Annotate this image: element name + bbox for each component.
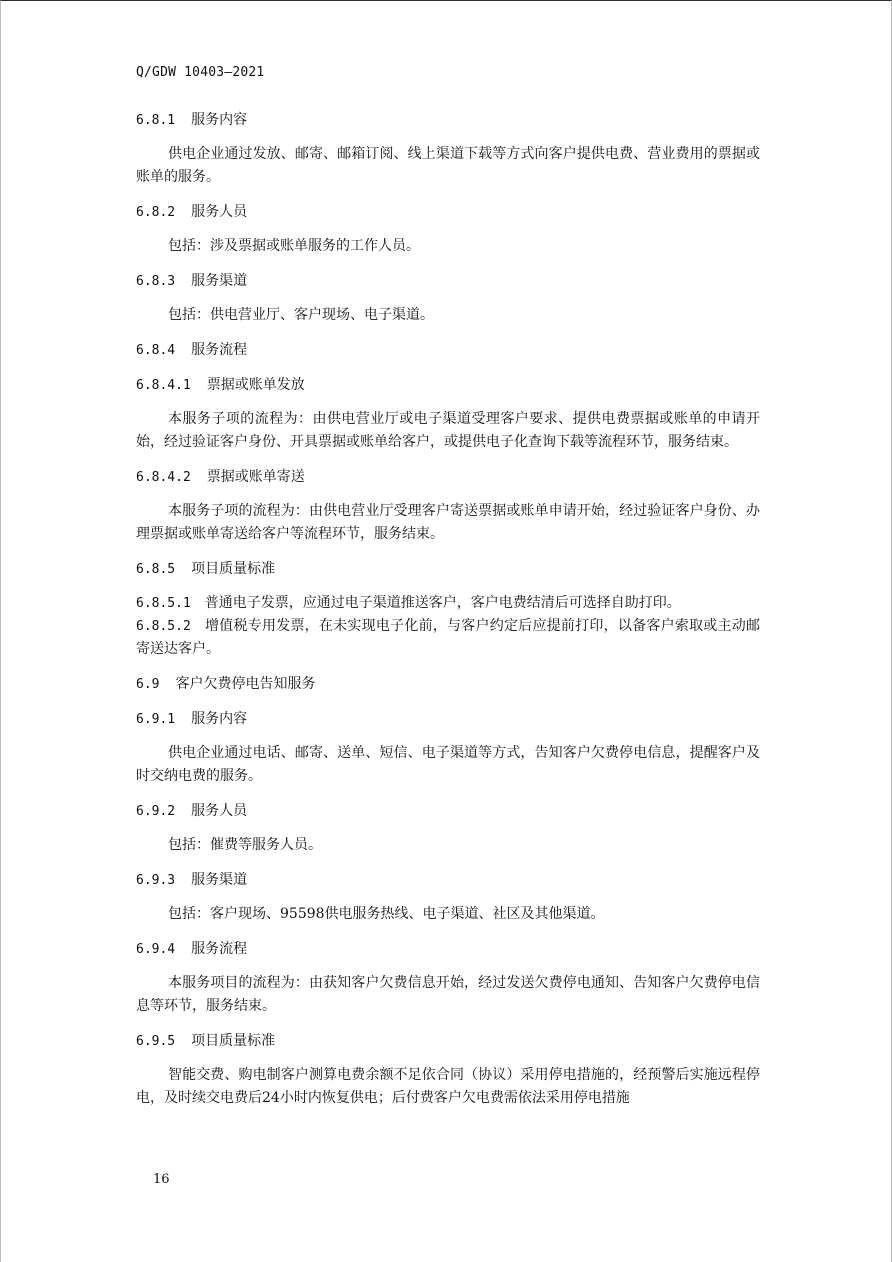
heading-6-9-3: 6.9.3 服务渠道 bbox=[136, 872, 248, 888]
heading-6-8-4: 6.8.4 服务流程 bbox=[136, 342, 248, 358]
paragraph-6-8-3: 包括：供电营业厅、客户现场、电子渠道。 bbox=[168, 307, 434, 323]
heading-6-9-4: 6.9.4 服务流程 bbox=[136, 941, 248, 957]
paragraph-6-9-4: 本服务项目的流程为：由获知客户欠费信息开始，经过发送欠费停电通知、告知客户欠费停电信息等环节，服务结束。 bbox=[136, 975, 760, 1014]
paragraph-6-8-4-1: 本服务子项的流程为：由供电营业厅或电子渠道受理客户要求、提供电费票据或账单的申请开始，经过验证客户身份、开具票据或账单给客户，或提供电子化查询下载等流程环节，服务结束。 bbox=[136, 411, 760, 450]
item-6-8-5-2: 6.8.5.2 增值税专用发票，在未实现电子化前，与客户约定后应提前打印，以备客户索取或主动邮寄送达客户。 bbox=[136, 618, 760, 657]
heading-6-8-1: 6.8.1 服务内容 bbox=[136, 112, 248, 128]
heading-6-8-4-2: 6.8.4.2 票据或账单寄送 bbox=[136, 469, 305, 485]
heading-6-9: 6.9 客户欠费停电告知服务 bbox=[136, 676, 316, 692]
item-6-8-5-1: 6.8.5.1 普通电子发票，应通过电子渠道推送客户，客户电费结清后可选择自助打印。 bbox=[136, 595, 681, 611]
page-number: 16 bbox=[153, 1172, 170, 1187]
heading-6-8-5: 6.8.5 项目质量标准 bbox=[136, 561, 276, 577]
heading-6-9-1: 6.9.1 服务内容 bbox=[136, 711, 248, 727]
paragraph-6-9-5: 智能交费、购电制客户测算电费余额不足依合同（协议）采用停电措施的，经预警后实施远程停电，及时续交电费后24小时内恢复供电；后付费客户欠电费需依法采用停电措施 bbox=[136, 1067, 760, 1106]
heading-6-8-3: 6.8.3 服务渠道 bbox=[136, 273, 248, 289]
paragraph-6-9-1: 供电企业通过电话、邮寄、送单、短信、电子渠道等方式，告知客户欠费停电信息，提醒客户及时交纳电费的服务。 bbox=[136, 745, 760, 784]
heading-6-9-2: 6.9.2 服务人员 bbox=[136, 803, 248, 819]
heading-6-8-2: 6.8.2 服务人员 bbox=[136, 204, 248, 220]
paragraph-6-8-1: 供电企业通过发放、邮寄、邮箱订阅、线上渠道下载等方式向客户提供电费、营业费用的票据或账单的服务。 bbox=[136, 146, 760, 185]
paragraph-6-8-2: 包括：涉及票据或账单服务的工作人员。 bbox=[168, 238, 420, 254]
heading-6-8-4-1: 6.8.4.1 票据或账单发放 bbox=[136, 377, 305, 393]
paragraph-6-9-3: 包括：客户现场、95598供电服务热线、电子渠道、社区及其他渠道。 bbox=[168, 906, 605, 922]
heading-6-9-5: 6.9.5 项目质量标准 bbox=[136, 1033, 276, 1049]
document-code: Q/GDW 10403—2021 bbox=[136, 65, 265, 80]
page-content bbox=[136, 109, 760, 1110]
paragraph-6-9-2: 包括：催费等服务人员。 bbox=[168, 837, 322, 853]
paragraph-6-8-4-2: 本服务子项的流程为：由供电营业厅受理客户寄送票据或账单申请开始，经过验证客户身份、办理票据或账单寄送给客户等流程环节，服务结束。 bbox=[136, 503, 760, 542]
